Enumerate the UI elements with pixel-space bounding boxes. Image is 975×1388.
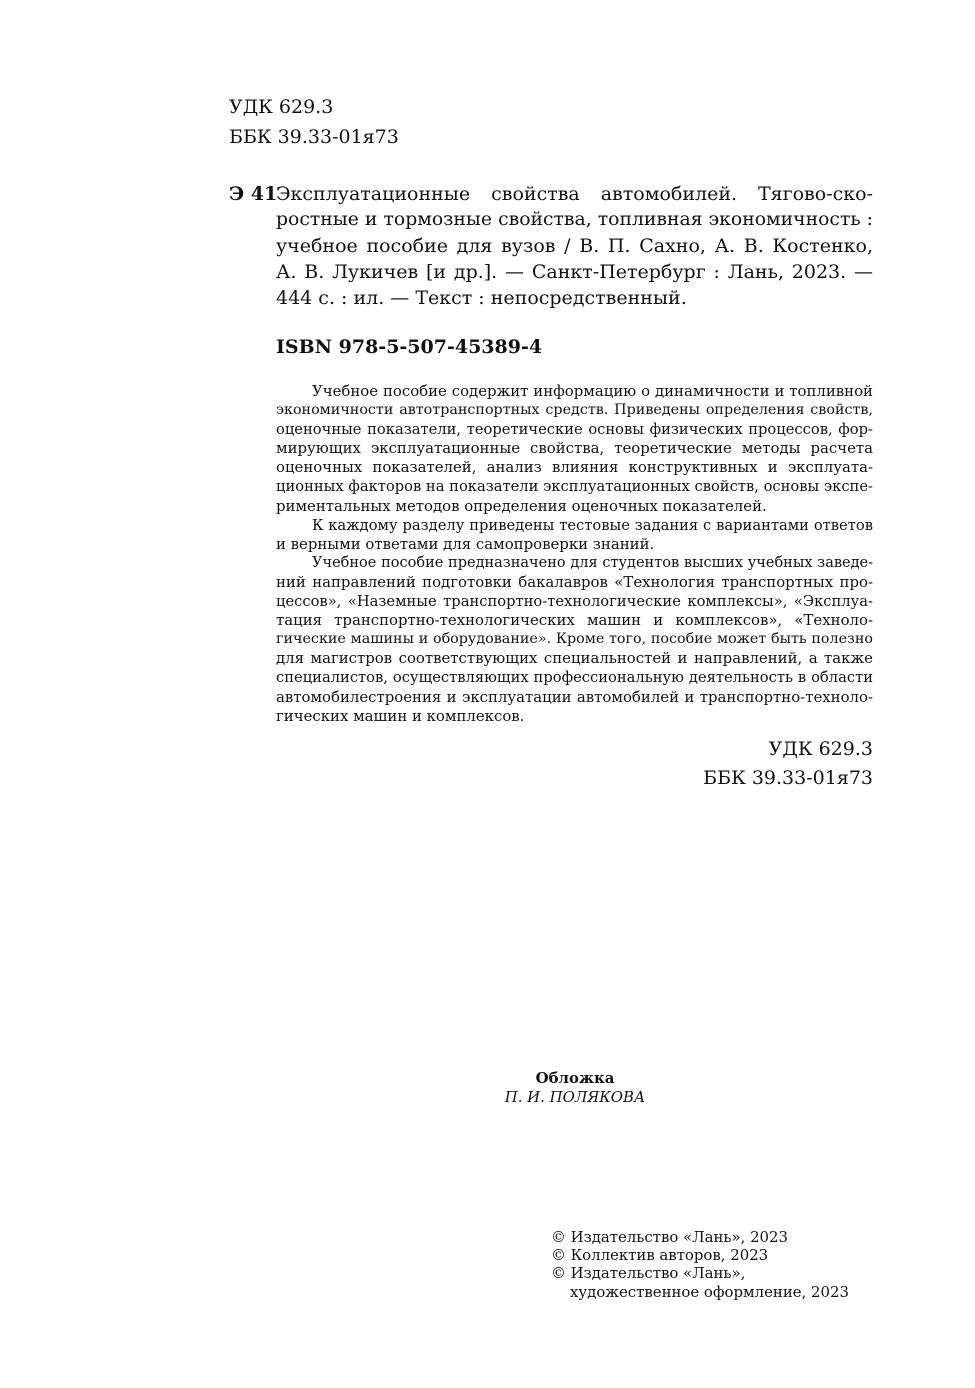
citation-line: 444 с. : ил. — Текст : непосредственный. <box>276 287 687 309</box>
annotation-line: автомобилестроения и эксплуатации автомобилей и транспортно-техноло- <box>276 687 873 706</box>
annotation-line: ний направлений подготовки бакалавров «Технология транспортных про- <box>276 572 873 591</box>
annotation-line: тация транспортно-технологических машин и комплексов», «Техноло- <box>276 611 873 630</box>
annotation-line: гические машины и оборудование». Кроме того, пособие может быть полезно <box>276 631 873 648</box>
annotation-line: для магистров соответствующих специальностей и направлений, а также <box>276 649 873 668</box>
copyright-block <box>551 1228 849 1301</box>
annotation-line: ционных факторов на показатели эксплуатационных свойств, основы экспе- <box>276 478 873 496</box>
annotation-line: Учебное пособие содержит информацию о динамичности и топливной <box>312 382 873 400</box>
annotation-line: мирующих эксплуатационные свойства, теоретические методы расчета <box>276 439 873 458</box>
annotation-line: специалистов, осуществляющих профессиональную деятельность в области <box>276 669 873 687</box>
cover-label: Обложка <box>535 1069 615 1087</box>
copyright-line: © Издательство «Лань», <box>551 1264 746 1283</box>
author-sign-code: Э 41 <box>229 183 278 205</box>
udk-code: УДК 629.3 <box>229 96 334 118</box>
isbn: ISBN 978-5-507-45389-4 <box>276 336 543 358</box>
annotation-line: экономичности автотранспортных средств. Приведены определения свойств, <box>276 402 873 419</box>
copyright-line: © Коллектив авторов, 2023 <box>551 1246 769 1265</box>
citation-line: А. В. Лукичев [и др.]. — Санкт-Петербург : Лань, 2023. — <box>276 261 873 283</box>
copyright-line: © Издательство «Лань», 2023 <box>551 1228 788 1246</box>
citation-line: ростные и тормозные свойства, топливная экономичность : <box>276 209 873 230</box>
citation-line: учебное пособие для вузов / В. П. Сахно, А. В. Костенко, <box>276 235 873 257</box>
annotation-line: оценочные показатели, теоретические основы физических процессов, фор- <box>276 421 873 439</box>
cover-credit <box>480 1069 670 1107</box>
bbk-code: ББК 39.33-01я73 <box>703 767 873 789</box>
cover-designer-name: П. И. ПОЛЯКОВА <box>504 1088 646 1106</box>
annotation <box>276 382 873 726</box>
udk-code: УДК 629.3 <box>768 738 873 760</box>
bibliographic-description <box>276 181 873 311</box>
citation-line: Эксплуатационные свойства автомобилей. Тягово-ско- <box>276 183 873 205</box>
annotation-line: и верными ответами для самопроверки знаний. <box>276 534 655 553</box>
annotation-line: цессов», «Наземные транспортно-технологические комплексы», «Эксплуа- <box>276 593 873 611</box>
annotation-line: оценочных показателей, анализ влияния конструктивных и эксплуата- <box>276 458 873 477</box>
annotation-line: Учебное пособие предназначено для студентов высших учебных заведе- <box>312 554 873 571</box>
bbk-code: ББК 39.33-01я73 <box>229 126 399 148</box>
annotation-line: гических машин и комплексов. <box>276 706 525 725</box>
annotation-line: риментальных методов определения оценочных показателей. <box>276 496 767 515</box>
copyright-line: художественное оформление, 2023 <box>570 1282 849 1301</box>
top-classification-codes <box>229 92 399 152</box>
annotation-line: К каждому разделу приведены тестовые задания с вариантами ответов <box>312 516 873 534</box>
bottom-classification-codes <box>660 735 873 793</box>
